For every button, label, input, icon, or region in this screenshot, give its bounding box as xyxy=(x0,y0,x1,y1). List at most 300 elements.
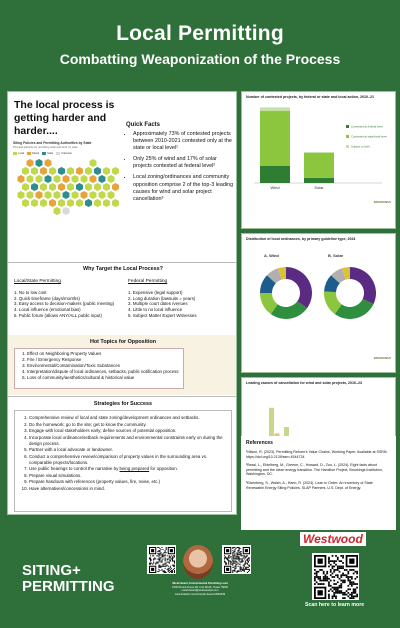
state-hex xyxy=(94,199,102,208)
state-hex xyxy=(85,167,93,176)
qr-module xyxy=(235,560,236,561)
qr-module xyxy=(167,568,168,569)
state-hex xyxy=(103,199,111,208)
state-hex xyxy=(80,175,88,184)
legend-label: Subject to both xyxy=(351,144,370,149)
qr-module xyxy=(349,588,351,590)
qr-module xyxy=(322,583,324,585)
qr-module xyxy=(159,560,160,561)
state-hex xyxy=(89,175,97,184)
qr-module xyxy=(319,576,321,578)
qr-module xyxy=(163,563,164,564)
qr-module xyxy=(352,588,354,590)
qr-module xyxy=(331,555,333,557)
qr-module xyxy=(245,567,246,568)
contact-address: 1000 Round Grove Rd, Fort Worth, Texas 75045 xyxy=(172,585,228,589)
qr-module xyxy=(356,586,358,588)
qr-module xyxy=(314,577,316,579)
qr-module xyxy=(170,567,171,568)
qr-module xyxy=(244,566,245,567)
qr-module xyxy=(329,570,331,572)
state-hex xyxy=(26,175,34,184)
qr-module xyxy=(237,562,238,563)
qr-module xyxy=(232,562,233,563)
qr-module xyxy=(161,568,162,569)
state-hex xyxy=(62,191,70,200)
qr-module xyxy=(354,590,356,592)
map-legend xyxy=(13,152,123,155)
qr-module xyxy=(315,581,317,583)
qr-module xyxy=(333,595,335,597)
figure-title: Number of contested projects, by federal or state and local action, 2010–21 xyxy=(246,95,375,99)
list-item: 3. Easy access to decision-makers (public meeting) xyxy=(14,301,115,307)
qr-module xyxy=(329,563,331,565)
qr-module xyxy=(173,567,174,568)
qr-module xyxy=(317,570,319,572)
qr-module xyxy=(326,576,328,578)
qr-module xyxy=(239,565,240,566)
qr-module xyxy=(329,560,331,562)
qr-module xyxy=(162,555,163,556)
map-title: Siting Policies and Permitting Authorities by State xyxy=(13,141,92,145)
qr-module xyxy=(314,583,316,585)
qr-module xyxy=(238,556,239,557)
qr-module xyxy=(317,583,319,585)
qr-module xyxy=(236,558,237,559)
qr-module xyxy=(168,557,169,558)
bar-segment xyxy=(304,178,334,183)
qr-module xyxy=(247,561,248,562)
qr-module xyxy=(153,559,154,560)
qr-module xyxy=(150,563,151,564)
qr-module xyxy=(172,560,173,561)
qr-module xyxy=(335,595,337,597)
qr-module xyxy=(162,558,163,559)
qr-module xyxy=(319,577,321,579)
qr-module xyxy=(328,556,330,558)
qr-module xyxy=(173,570,174,571)
state-hex xyxy=(76,199,84,208)
qr-module xyxy=(331,572,333,574)
qr-module xyxy=(354,588,356,590)
presenter-photo xyxy=(183,545,213,579)
qr-module xyxy=(161,556,162,557)
qr-module xyxy=(352,595,354,597)
qr-module xyxy=(230,556,231,557)
state-hex xyxy=(112,183,120,192)
qr-module xyxy=(157,551,158,552)
qr-module xyxy=(336,569,338,571)
qr-module xyxy=(150,559,151,560)
qr-module xyxy=(340,584,342,586)
qr-module xyxy=(234,553,235,554)
list-item: 6. Conduct a comprehensive review/comparison of property values in the surrounding area vs. comparable projects/locations. xyxy=(29,454,228,466)
qr-module xyxy=(158,568,159,569)
qr-module xyxy=(243,569,244,570)
qr-module xyxy=(168,569,169,570)
brookings-logo: BROOKINGS xyxy=(373,356,391,360)
qr-module xyxy=(347,595,349,597)
qr-module xyxy=(333,586,335,588)
qr-module xyxy=(226,558,227,559)
state-hex xyxy=(22,167,30,176)
intro-section xyxy=(8,92,237,260)
strategies-title: Strategies for Success xyxy=(93,401,153,407)
legend-label: Contested at federal level xyxy=(351,124,383,129)
qr-module xyxy=(343,569,345,571)
qr-module xyxy=(233,569,234,570)
state-hex xyxy=(31,183,39,192)
qr-module xyxy=(232,554,233,555)
qr-module xyxy=(331,567,333,569)
qr-module xyxy=(164,552,165,553)
qr-module xyxy=(233,551,234,552)
qr-module xyxy=(349,569,351,571)
state-hex xyxy=(35,175,43,184)
qr-module xyxy=(234,568,235,569)
qr-module xyxy=(232,571,233,572)
qr-module xyxy=(230,560,231,561)
qr-module xyxy=(225,557,226,558)
qr-module xyxy=(157,570,158,571)
pie-slice xyxy=(335,299,374,319)
state-hex xyxy=(112,167,120,176)
qr-module xyxy=(245,562,246,563)
qr-module xyxy=(349,581,351,583)
qr-module xyxy=(234,570,235,571)
qr-module xyxy=(166,561,167,562)
qr-module xyxy=(340,555,342,557)
qr-module xyxy=(165,571,166,572)
qr-module xyxy=(169,556,170,557)
qr-module xyxy=(248,569,249,570)
map-subtitle: Principal authority for permitting solar and wind, by state xyxy=(13,146,78,149)
qr-module xyxy=(172,557,173,558)
qr-module xyxy=(235,563,236,564)
qr-module xyxy=(246,559,247,560)
qr-module xyxy=(340,574,342,576)
state-hex xyxy=(80,191,88,200)
qr-module xyxy=(247,568,248,569)
federal-column xyxy=(128,279,237,319)
qr-module xyxy=(247,570,248,571)
qr-module xyxy=(319,583,321,585)
qr-module xyxy=(356,570,358,572)
qr-module xyxy=(240,570,241,571)
qr-module xyxy=(338,591,340,593)
qr-module xyxy=(338,584,340,586)
qr-module xyxy=(165,547,166,548)
strategies-section xyxy=(8,396,237,515)
qr-module xyxy=(340,591,342,593)
qr-module xyxy=(245,568,246,569)
qr-module xyxy=(171,571,172,572)
qr-module xyxy=(239,569,240,570)
qr-module xyxy=(333,562,335,564)
state-hex xyxy=(49,167,57,176)
qr-module xyxy=(164,558,165,559)
state-map-figure xyxy=(13,141,123,253)
linkedin-qr-code-icon[interactable] xyxy=(222,545,251,574)
qr-module xyxy=(228,557,229,558)
hex-state-map xyxy=(13,157,121,239)
figure-title: Distribution of local ordinances, by primary guideline type, 2024 xyxy=(246,237,356,241)
quick-facts-title: Quick Facts xyxy=(126,122,161,128)
qr-module xyxy=(158,564,159,565)
list-item xyxy=(29,466,228,472)
state-hex xyxy=(85,183,93,192)
qr-module xyxy=(326,577,328,579)
qr-module xyxy=(157,562,158,563)
learn-more-qr-code-icon[interactable] xyxy=(312,553,359,600)
qr-module xyxy=(238,554,239,555)
qr-module xyxy=(244,561,245,562)
quick-facts-list xyxy=(123,131,235,203)
qr-module xyxy=(239,553,240,554)
qr-module xyxy=(234,558,235,559)
qr-module xyxy=(245,555,246,556)
qr-module xyxy=(347,591,349,593)
quick-fact-item: • Approximately 73% of contested projects between 2010-2021 contested only at the state or local level¹ xyxy=(133,131,235,152)
qr-module xyxy=(347,572,349,574)
qr-module xyxy=(167,561,168,562)
qr-module xyxy=(333,565,335,567)
qr-module xyxy=(343,579,345,581)
strategies-box xyxy=(14,410,232,512)
qr-module xyxy=(336,591,338,593)
qr-module xyxy=(240,558,241,559)
qr-module xyxy=(158,566,159,567)
qr-module xyxy=(328,581,330,583)
qr-module xyxy=(164,559,165,560)
qr-module xyxy=(171,558,172,559)
qr-module xyxy=(232,548,233,549)
qr-module xyxy=(239,567,240,568)
qr-module xyxy=(328,577,330,579)
qr-module xyxy=(165,549,166,550)
state-hex xyxy=(53,175,61,184)
qr-module xyxy=(356,576,358,578)
qr-module xyxy=(324,579,326,581)
qr-module xyxy=(172,564,173,565)
qr-module xyxy=(246,563,247,564)
qr-module xyxy=(165,548,166,549)
qr-module xyxy=(237,556,238,557)
qr-module xyxy=(159,559,160,560)
qr-module xyxy=(150,562,151,563)
qr-module xyxy=(155,562,156,563)
qr-module xyxy=(350,593,352,595)
qr-module xyxy=(173,564,174,565)
qr-module xyxy=(340,576,342,578)
westwood-logo: Westwood xyxy=(300,532,366,546)
qr-module xyxy=(340,586,342,588)
qr-module xyxy=(321,579,323,581)
qr-module xyxy=(232,553,233,554)
qr-module xyxy=(233,560,234,561)
qr-module xyxy=(169,559,170,560)
qr-module xyxy=(331,560,333,562)
qr-module xyxy=(238,549,239,550)
qr-module xyxy=(335,588,337,590)
federal-heading: Federal Permitting xyxy=(128,279,168,284)
qr-module xyxy=(240,554,241,555)
qr-module xyxy=(159,565,160,566)
qr-module xyxy=(242,560,243,561)
qr-module xyxy=(354,595,356,597)
qr-module xyxy=(239,548,240,549)
qr-module xyxy=(336,590,338,592)
qr-module xyxy=(246,568,247,569)
qr-finder xyxy=(226,549,229,552)
qr-finder xyxy=(317,558,322,563)
qr-module xyxy=(236,555,237,556)
qr-module xyxy=(228,563,229,564)
qr-module xyxy=(237,553,238,554)
qr-module xyxy=(343,591,345,593)
qr-module xyxy=(164,571,165,572)
qr-module xyxy=(343,597,345,599)
qr-module xyxy=(230,561,231,562)
qr-module xyxy=(234,569,235,570)
qr-module xyxy=(156,562,157,563)
poster-header xyxy=(0,0,400,84)
contact-info xyxy=(166,582,234,596)
qr-module xyxy=(333,576,335,578)
qr-module xyxy=(229,560,230,561)
qr-module xyxy=(350,576,352,578)
qr-module xyxy=(159,553,160,554)
qr-module xyxy=(162,553,163,554)
qr-module xyxy=(167,558,168,559)
qr-module xyxy=(227,558,228,559)
qr-module xyxy=(158,559,159,560)
state-hex xyxy=(58,199,66,208)
qr-module xyxy=(241,568,242,569)
qr-module xyxy=(242,564,243,565)
state-hex xyxy=(98,191,106,200)
state-hex xyxy=(31,167,39,176)
qr-module xyxy=(169,557,170,558)
state-hex xyxy=(98,175,106,184)
state-hex xyxy=(89,191,97,200)
list-item: 5. Subject Matter Expert Witnesses xyxy=(128,312,197,318)
qr-module xyxy=(235,564,236,565)
contact-email[interactable]: micah.beard@westwoodps.com xyxy=(181,589,219,593)
qr-module xyxy=(170,555,171,556)
qr-module xyxy=(172,555,173,556)
qr-module xyxy=(342,593,344,595)
qr-module xyxy=(153,555,154,556)
state-hex xyxy=(44,159,52,168)
qr-module xyxy=(241,560,242,561)
qr-module xyxy=(238,548,239,549)
qr-module xyxy=(338,567,340,569)
qr-module xyxy=(236,571,237,572)
qr-module xyxy=(345,593,347,595)
qr-module xyxy=(342,567,344,569)
state-hex xyxy=(76,167,84,176)
list-item: 3. Engage with local stakeholders early; define sources of potential opposition. xyxy=(29,428,228,434)
qr-module xyxy=(243,565,244,566)
logo-plus: + xyxy=(72,562,81,579)
qr-module xyxy=(158,558,159,559)
qr-module xyxy=(336,567,338,569)
qr-module xyxy=(345,569,347,571)
qr-module xyxy=(350,597,352,599)
state-hex xyxy=(44,175,52,184)
qr-module xyxy=(317,577,319,579)
qr-module xyxy=(243,558,244,559)
qr-module xyxy=(354,591,356,593)
qr-module xyxy=(155,563,156,564)
qr-module xyxy=(159,569,160,570)
logo-line1: SITING xyxy=(22,562,73,579)
qr-module xyxy=(169,568,170,569)
qr-module xyxy=(328,560,330,562)
category-label: Wind xyxy=(270,185,280,190)
state-hex xyxy=(22,199,30,208)
bar-segment xyxy=(304,152,334,153)
qr-module xyxy=(342,597,344,599)
qr-module xyxy=(232,559,233,560)
qr-module xyxy=(232,563,233,564)
state-hex xyxy=(35,191,43,200)
qr-module xyxy=(242,569,243,570)
qr-module xyxy=(239,558,240,559)
state-hex xyxy=(58,183,66,192)
qr-module xyxy=(335,590,337,592)
qr-module xyxy=(166,555,167,556)
qr-module xyxy=(350,583,352,585)
list-item: 2. Long duration (lawsuits = years) xyxy=(128,295,196,301)
qr-module xyxy=(234,550,235,551)
qr-module xyxy=(235,566,236,567)
hot-topics-section xyxy=(8,335,237,395)
qr-module xyxy=(245,559,246,560)
qr-module xyxy=(331,595,333,597)
pie-slice xyxy=(286,267,312,308)
qr-module xyxy=(224,555,225,556)
qr-module xyxy=(322,572,324,574)
qr-module xyxy=(159,558,160,559)
qr-module xyxy=(167,569,168,570)
contact-web[interactable]: www.linkedin.com/in/micah-beard-10f64439 xyxy=(174,592,226,596)
list-item: 2. Fire / Emergency Response xyxy=(27,357,180,363)
qr-module xyxy=(235,558,236,559)
state-hex xyxy=(49,199,57,208)
qr-module xyxy=(232,560,233,561)
qr-module xyxy=(158,556,159,557)
qr-module xyxy=(157,555,158,556)
qr-module xyxy=(342,565,344,567)
contact-qr-code-icon[interactable] xyxy=(147,545,176,574)
state-hex xyxy=(112,199,120,208)
qr-module xyxy=(237,551,238,552)
state-hex xyxy=(17,175,25,184)
qr-module xyxy=(246,566,247,567)
qr-module xyxy=(168,556,169,557)
qr-module xyxy=(234,551,235,552)
qr-module xyxy=(241,558,242,559)
qr-module xyxy=(149,557,150,558)
qr-module xyxy=(225,561,226,562)
qr-module xyxy=(162,564,163,565)
state-hex xyxy=(26,191,34,200)
qr-module xyxy=(161,561,162,562)
state-hex xyxy=(67,167,75,176)
qr-module xyxy=(161,565,162,566)
